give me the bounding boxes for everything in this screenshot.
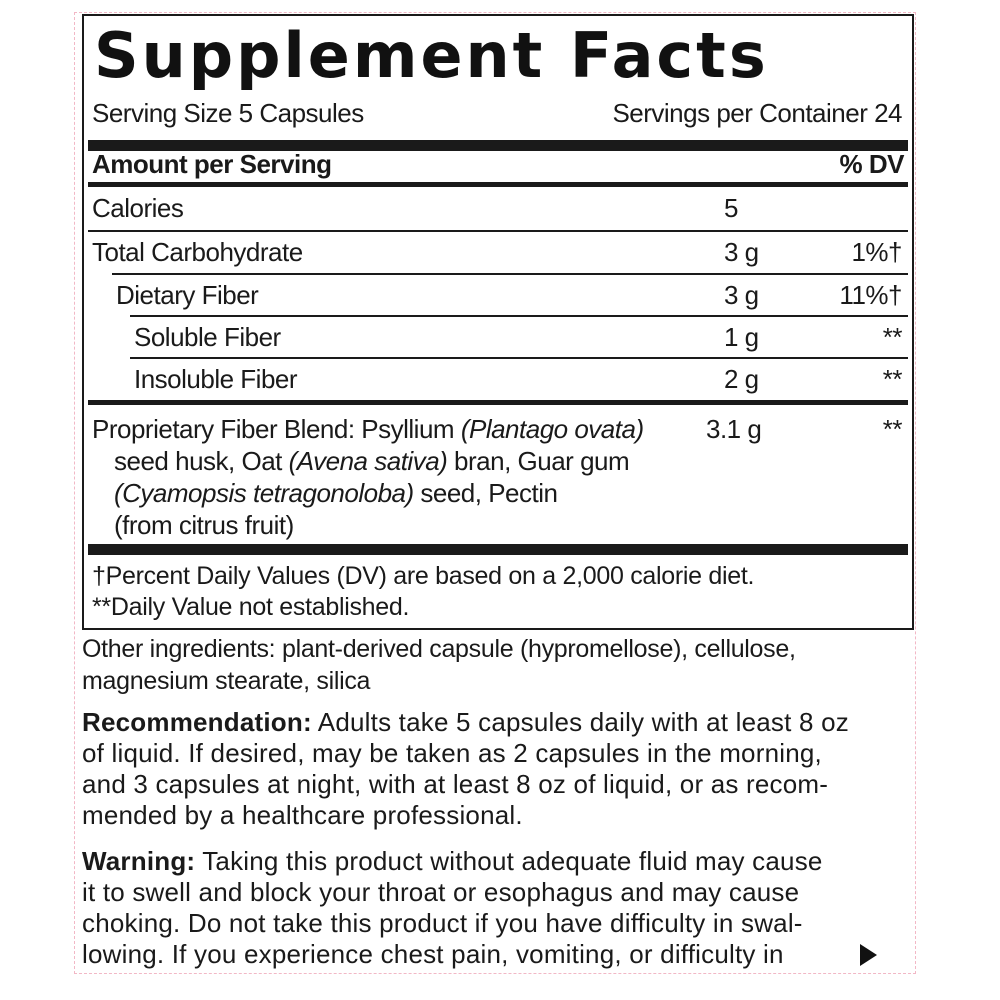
nutrient-amount: 5 (724, 193, 738, 223)
nutrient-row-total-carbohydrate (84, 232, 910, 272)
nutrient-amount: 3 g (724, 280, 759, 310)
nutrient-dv: 1%† (851, 237, 902, 267)
nutrient-dv: ** (882, 322, 902, 352)
nutrient-row-dietary-fiber (84, 275, 910, 315)
blend-divider (88, 400, 908, 405)
header-divider (88, 182, 908, 187)
nutrient-name: Soluble Fiber (134, 322, 281, 352)
panel-title: Supplement Facts (94, 19, 769, 92)
serving-size: Serving Size 5 Capsules (92, 98, 364, 128)
nutrient-amount: 3 g (724, 237, 759, 267)
nutrient-row-insoluble-fiber (84, 359, 910, 399)
nutrient-dv: ** (882, 364, 902, 394)
nutrient-row-calories (84, 188, 910, 228)
thick-divider (88, 544, 908, 555)
nutrient-row-soluble-fiber (84, 317, 910, 357)
warning-line: choking. Do not take this product if you have difficulty in swal- (82, 908, 803, 938)
amount-per-serving-header: Amount per Serving (92, 149, 332, 179)
recommendation-line: of liquid. If desired, may be taken as 2 capsules in the morning, (82, 738, 822, 768)
dv-header: % DV (839, 149, 904, 179)
nutrient-amount: 2 g (724, 364, 759, 394)
recommendation-line: Recommendation: Adults take 5 capsules daily with at least 8 oz (82, 707, 849, 737)
blend-line: (Cyamopsis tetragonoloba) seed, Pectin (114, 478, 558, 508)
recommendation-line: mended by a healthcare professional. (82, 800, 523, 830)
nutrient-name: Dietary Fiber (116, 280, 259, 310)
nutrient-name: Calories (92, 193, 184, 223)
right-triangle-arrow-icon (860, 944, 877, 966)
other-ingredients-line: Other ingredients: plant-derived capsule (hypromellose), cellulose, (82, 635, 796, 663)
warning-line: lowing. If you experience chest pain, vomiting, or difficulty in (82, 939, 784, 969)
blend-amount: 3.1 g (706, 414, 762, 444)
other-ingredients-line: magnesium stearate, silica (82, 667, 371, 695)
serving-info (92, 98, 902, 128)
blend-dv: ** (882, 414, 902, 444)
blend-line: (from citrus fruit) (114, 510, 294, 540)
blend-line: Proprietary Fiber Blend: Psyllium (Plantago ovata) (92, 414, 644, 444)
nutrient-dv: 11%† (839, 280, 902, 310)
dv-footnote: †Percent Daily Values (DV) are based on a 2,000 calorie diet. (92, 562, 755, 590)
not-established-footnote: **Daily Value not established. (92, 593, 410, 621)
supplement-facts-panel (82, 14, 914, 630)
nutrient-amount: 1 g (724, 322, 759, 352)
servings-per-container: Servings per Container 24 (612, 98, 902, 128)
recommendation-line: and 3 capsules at night, with at least 8 oz of liquid, or as recom- (82, 769, 829, 799)
warning-line: it to swell and block your throat or esophagus and may cause (82, 877, 800, 907)
warning-line: Warning: Taking this product without adequate fluid may cause (82, 846, 823, 876)
nutrient-name: Insoluble Fiber (134, 364, 298, 394)
blend-line: seed husk, Oat (Avena sativa) bran, Guar gum (114, 446, 630, 476)
nutrient-name: Total Carbohydrate (92, 237, 303, 267)
